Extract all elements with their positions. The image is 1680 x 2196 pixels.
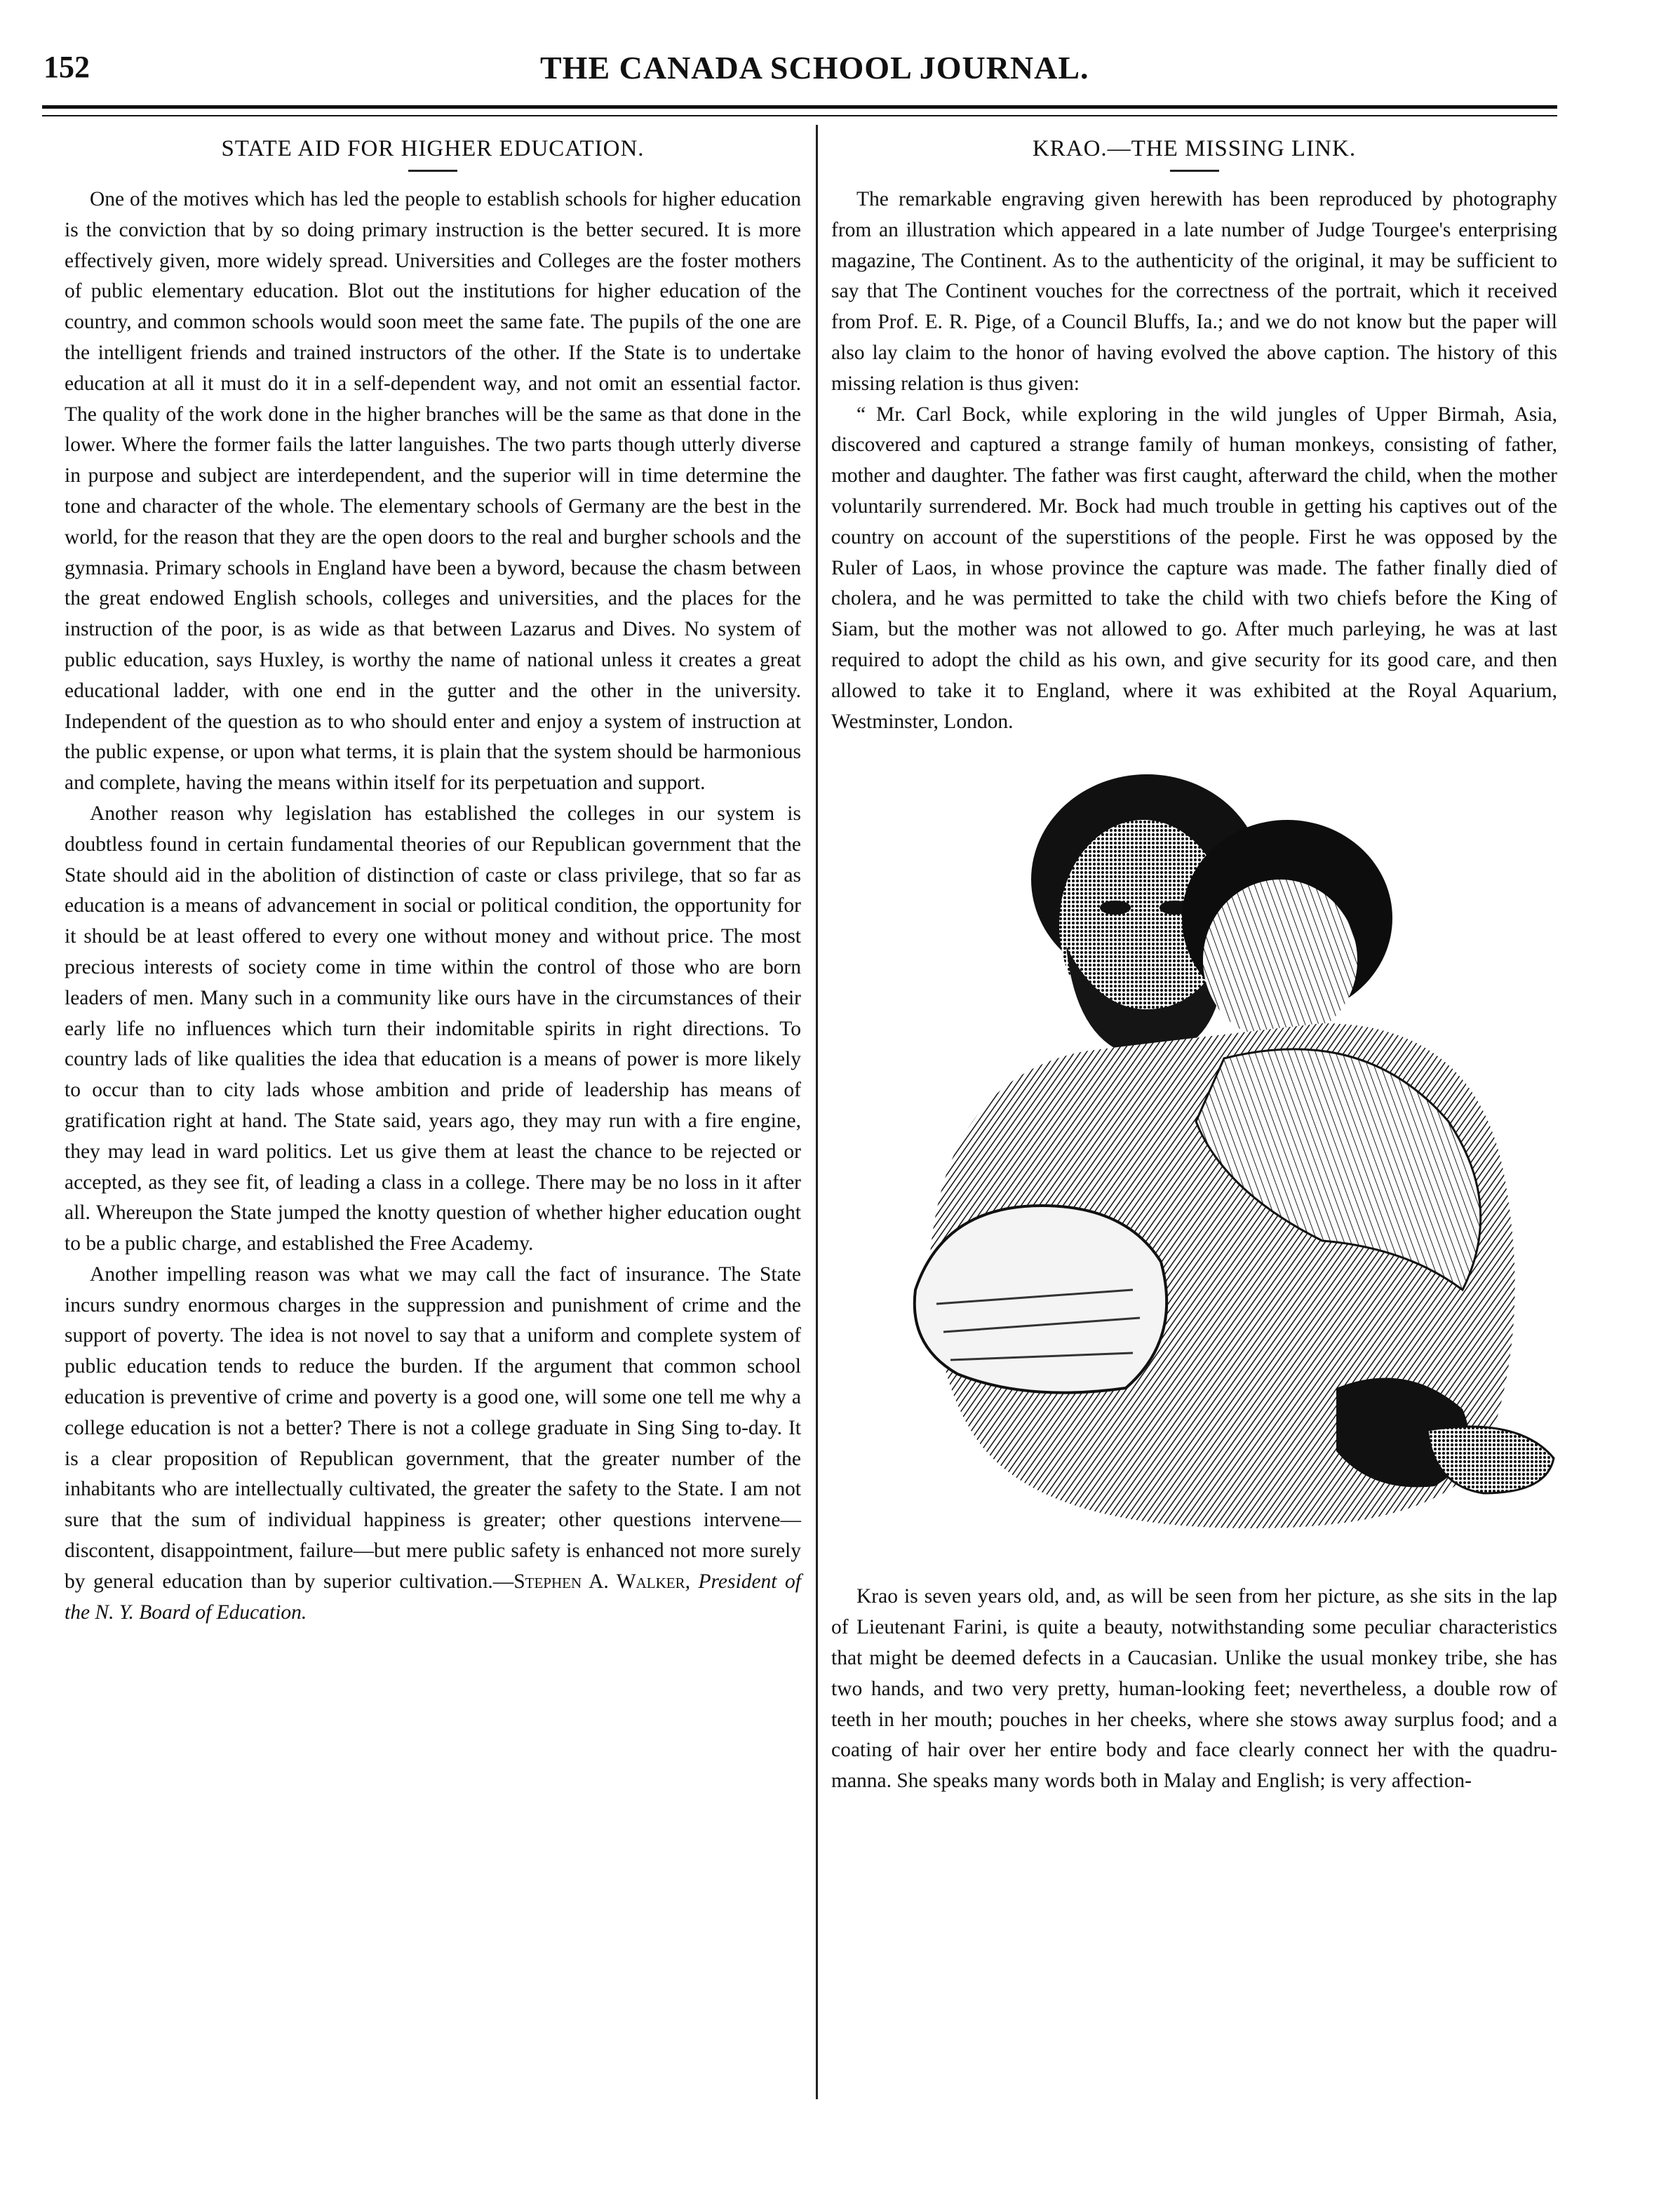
krao-description-paragraph: Krao is seven years old, and, as will be seen from her picture, as she sits in the lap of Lieutenant Farini, is quite a beauty, notwithstanding some peculiar characteristics that might be deemed defects in a Caucasian. Unlike the usual monkey tribe, she has two hands, and two very pretty, human-looking feet; nevertheless, a double row of teeth in her mouth; pouches in her cheeks, where she stows away surplus food; and a coating of hair over her entire body and face clearly connect her with the quadru-manna. She speaks many words both in Malay and English; is very affection- xyxy=(831,1585,1557,1793)
krao-intro-paragraph: The remarkable engraving given herewith has been reproduced by photography from an illustration which appeared in a late number of Judge Tourgee's enterprising magazine, The Continent. As to the authenticity of the original, it may be sufficient to say that The Continent vouches for the correctness of the portrait, which it received from Prof. E. R. Pige, of a Council Bluffs, Ia.; and we do not know but the paper will also lay claim to the honor of having evolved the above caption. The history of this missing relation is thus given: xyxy=(831,188,1557,395)
header-rule-thin xyxy=(42,115,1557,116)
title-rule xyxy=(408,170,457,172)
author-signature: Stephen A. Walker xyxy=(513,1570,685,1593)
journal-title: THE CANADA SCHOOL JOURNAL. xyxy=(540,50,1089,86)
title-rule xyxy=(1170,170,1219,172)
article-title-krao: KRAO.—THE MISSING LINK. xyxy=(1032,136,1357,161)
author-title: , President of the N. Y. Board of Education. xyxy=(65,1570,801,1624)
paragraph-1: One of the motives which has led the people to establish schools for higher education is the conviction that by so doing primary instruction is the better secured. It is more effectively given, more widely spread. Universities and Colleges are the foster mothers of public elementary education. Blot out the institutions for higher education of the country, and common schools would soon meet the same fate. The pupils of the one are the intelligent friends and trained instructors of the other. If the State is to undertake education at all it must do it in a self-dependent way, and not omit an essential factor. The quality of the work done in the higher branches will be the same as that done in the lower. Where the former fails the latter languishes. The two parts though utterly diverse in purpose and subject are interdependent, and the superior will in time determine the tone and character of the whole. The elementary schools of Germany are the best in the world, for the reason that they are the open doors to the real and burgher schools and the gymnasia. Primary schools in England have been a byword, because the chasm between the great endowed English schools, colleges and universities, and the places for the instruction of the poor, is as wide as that between Lazarus and Dives. No system of public education, says Huxley, is worthy the name of national unless it creates a great educational ladder, with one end in the gutter and the other in the university. Independent of the question as to who should enter and enjoy a system of instruction at the public expense, or upon what terms, it is plain that the system should be harmonious and complete, having the means within itself for its perpetuation and support. xyxy=(65,188,801,795)
paragraph-3 xyxy=(65,1260,801,1629)
paragraph-3-text: Another impelling reason was what we may call the fact of insurance. The State incurs sundry enormous charges in the suppression and punishment of crime and the support of poverty. The idea is not novel to say that a uniform and complete system of public education tends to reduce the burden. If the argument that common school education is preventive of crime and poverty is a good one, will some one tell me why a college education is not a better? There is not a college graduate in Sing Sing to-day. It is a clear proposition of Republican government, that the greater number of the inhabitants who are intellectually cultivated, the greater the safety to the State. I am not sure that the sum of individual happiness is greater; other questions intervene—discontent, disappointment, failure—but mere public safety is enhanced not more surely by general education than by superior cultivation.— xyxy=(65,1262,801,1593)
engraving-figure xyxy=(831,757,1561,1556)
paragraph-2: Another reason why legislation has established the colleges in our system is doubtless found in certain fundamental theories of our Republican government that the State should aid in the abolition of distinction of caste or class privilege, that so far as education is a means of advancement in social or political condition, the opportunity for it should be at least offered to every one without money and without price. The most precious interests of society come in time within the control of those who are born leaders of men. Many such in a community like ours have in the circumstances of their early life no influences which turn their indomitable spirits in right directions. To country lads of like qualities the idea that education is a means of power is more likely to occur than to city lads whose ambition and pride of leadership has means of gratification right at hand. The State said, years ago, they may run with a fire engine, they may lead in ward politics. Let us give them at least the chance to be rejected or accepted, as they see fit, of leading a class in a college. There may be no loss in it after all. Whereupon the State jumped the knotty question of whether higher education ought to be a public charge, and established the Free Academy. xyxy=(65,802,801,1255)
right-column xyxy=(831,133,1557,1797)
article-title-state-aid: STATE AID FOR HIGHER EDUCATION. xyxy=(221,136,645,161)
krao-quote-paragraph: “ Mr. Carl Bock, while exploring in the wild jungles of Upper Birmah, Asia, discovered and captured a strange family of human monkeys, consisting of father, mother and daughter. The father was first caught, afterward the child, when the mother voluntarily surrendered. Mr. Bock had much trouble in getting his captives out of the country on account of the superstitions of the people. First he was opposed by the Ruler of Laos, in whose province the capture was made. The father finally died of cholera, and he was permitted to take the child with two chiefs before the King of Siam, but the mother was not allowed to go. After much parleying, he was at last required to adopt the child as his own, and give security for its good care, and then allowed to take it to England, where it was exhibited at the Royal Aquarium, Westminster, London. xyxy=(831,403,1557,733)
column-divider xyxy=(816,125,818,2099)
engraving-illustration xyxy=(831,757,1561,1556)
left-column xyxy=(65,133,801,1628)
header-rule-thick xyxy=(42,105,1557,109)
page-number: 152 xyxy=(43,50,90,84)
